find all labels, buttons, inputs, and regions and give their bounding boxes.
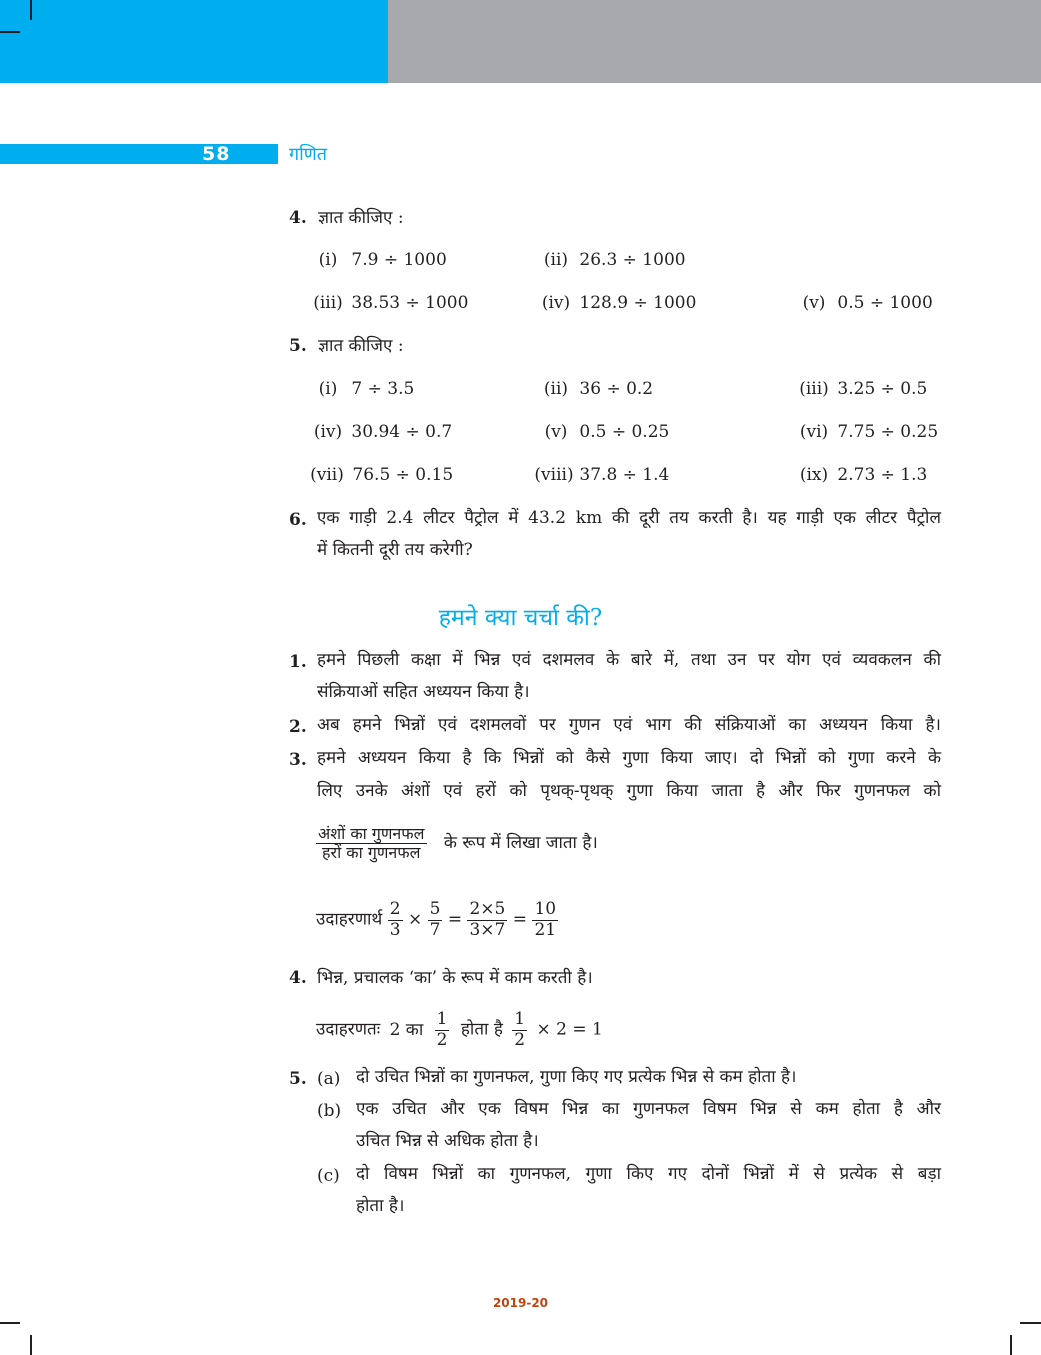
item-expr: 7 ÷ 3.5: [351, 379, 415, 399]
fraction-numerator: 2: [389, 899, 401, 919]
example-equation: [316, 900, 558, 940]
fraction-denominator: 2: [436, 1029, 448, 1050]
item-expr: 3.25 ÷ 0.5: [837, 379, 928, 399]
equals-sign: =: [447, 909, 463, 930]
item-expr: 76.5 ÷ 0.15: [352, 465, 454, 485]
item-label: (vii): [310, 465, 344, 485]
fraction: [388, 900, 403, 940]
point-5b-line-2: उचित भिन्न से अधिक होता है।: [356, 1131, 539, 1151]
question-text: ज्ञात कीजिए :: [318, 336, 404, 356]
page-number: 58: [202, 143, 231, 165]
point-5a-line-1: दो उचित भिन्नों का गुणनफल, गुणा किए गए प्रत्येक भिन्न से कम होता है।: [356, 1067, 797, 1087]
item-label: (ii): [543, 250, 569, 270]
list-item: [796, 295, 933, 312]
fraction: [512, 1010, 527, 1050]
point-2-line-1: अब हमने भिन्नों एवं दशमलवों पर गुणन एवं भाग की संक्रियाओं का अध्ययन किया है।: [317, 715, 941, 735]
fraction-numerator: 1: [436, 1009, 448, 1029]
example-text: होता है: [460, 1019, 503, 1040]
list-item: [538, 424, 669, 441]
item-expr: 37.8 ÷ 1.4: [579, 465, 670, 485]
fraction-numerator: 2×5: [469, 899, 506, 919]
point-number: 1.: [289, 652, 307, 672]
example-label: उदाहरणार्थ: [316, 909, 383, 930]
list-item: [310, 295, 468, 312]
list-item: [538, 295, 696, 312]
question-number: 4.: [289, 208, 307, 228]
item-label: (iii): [799, 379, 829, 399]
sub-label: (b): [317, 1101, 342, 1121]
item-label: (v): [544, 422, 568, 442]
crop-mark: [0, 31, 20, 33]
fraction-numerator: 5: [429, 899, 441, 919]
list-item: [538, 381, 653, 398]
item-label: (iii): [313, 293, 343, 313]
list-item: [796, 467, 927, 484]
equals-sign: =: [512, 909, 528, 930]
question-number: 6.: [289, 510, 307, 530]
point-4-line-1: भिन्न, प्रचालक ‘का’ के रूप में काम करती है।: [317, 968, 593, 988]
list-item: [310, 381, 414, 398]
item-expr: 128.9 ÷ 1000: [579, 293, 697, 313]
fraction-numerator: 1: [514, 1009, 526, 1029]
page-band: [0, 144, 278, 164]
fraction-numerator: 10: [534, 899, 557, 919]
item-expr: 36 ÷ 0.2: [579, 379, 654, 399]
question-6-line-2: में कितनी दूरी तय करेगी?: [317, 540, 473, 560]
fraction: [532, 900, 558, 940]
item-expr: 0.5 ÷ 1000: [837, 293, 933, 313]
question-5-title: [289, 338, 404, 355]
header-grey-bar: [388, 0, 1041, 83]
fraction-denominator: 2: [514, 1029, 526, 1050]
point-5b-line-1: एक उचित और एक विषम भिन्न का गुणनफल विषम भिन्न से कम होता है और: [356, 1099, 941, 1119]
question-number: 5.: [289, 336, 307, 356]
list-item: [796, 424, 938, 441]
fraction-denominator: 3: [389, 919, 401, 940]
item-label: (ii): [543, 379, 569, 399]
sub-label: (a): [317, 1069, 341, 1089]
item-label: (viii): [534, 465, 574, 485]
item-label: (i): [318, 250, 338, 270]
item-label: (iv): [541, 293, 571, 313]
list-item: [307, 467, 453, 484]
point-3-line-1: हमने अध्ययन किया है कि भिन्नों को कैसे गुणा किया जाए। दो भिन्नों को गुणा करने के: [317, 748, 941, 768]
item-label: (i): [318, 379, 338, 399]
sub-label: (c): [317, 1166, 340, 1186]
item-expr: 7.75 ÷ 0.25: [837, 422, 939, 442]
item-expr: 0.5 ÷ 0.25: [579, 422, 670, 442]
fraction-numerator: अंशों का गुणनफल: [318, 824, 425, 843]
list-item: [796, 381, 927, 398]
item-expr: 7.9 ÷ 1000: [351, 250, 447, 270]
subject-title: गणित: [289, 144, 328, 165]
list-item: [534, 467, 669, 484]
fraction-suffix: के रूप में लिखा जाता है।: [443, 833, 598, 854]
item-expr: 38.53 ÷ 1000: [351, 293, 469, 313]
point-4-example: [316, 1010, 603, 1050]
item-label: (vi): [799, 422, 829, 442]
example-label: उदाहरणतः: [316, 1019, 381, 1040]
question-4-title: [289, 210, 404, 227]
fraction: [467, 900, 507, 940]
point-5c-line-2: होता है।: [356, 1196, 405, 1216]
item-label: (iv): [313, 422, 343, 442]
list-item: [310, 424, 452, 441]
fraction-denominator: 21: [534, 919, 557, 940]
fraction: [428, 900, 443, 940]
fraction-denominator: 3×7: [469, 919, 506, 940]
example-text: 2 का: [389, 1019, 424, 1040]
crop-mark: [30, 0, 32, 20]
item-expr: 26.3 ÷ 1000: [579, 250, 686, 270]
word-fraction-line: [316, 825, 598, 863]
example-text: × 2 = 1: [536, 1019, 603, 1040]
word-fraction: [316, 825, 427, 863]
crop-mark: [30, 1335, 32, 1355]
list-item: [538, 252, 686, 269]
point-1-line-2: संक्रियाओं सहित अध्ययन किया है।: [317, 682, 530, 702]
question-6-line-1: एक गाड़ी 2.4 लीटर पैट्रोल में 43.2 km की दूरी तय करती है। यह गाड़ी एक लीटर पैट्रोल: [317, 508, 941, 528]
item-expr: 2.73 ÷ 1.3: [837, 465, 928, 485]
point-number: 2.: [289, 717, 307, 737]
point-number: 4.: [289, 968, 307, 988]
fraction-denominator: 7: [429, 919, 441, 940]
list-item: [310, 252, 447, 269]
item-label: (ix): [799, 465, 829, 485]
crop-mark: [1020, 1322, 1041, 1324]
section-heading: हमने क्या चर्चा की?: [438, 605, 603, 631]
header-blue-bar: [0, 0, 388, 83]
crop-mark: [0, 1322, 20, 1324]
question-text: ज्ञात कीजिए :: [318, 208, 404, 228]
item-expr: 30.94 ÷ 0.7: [351, 422, 453, 442]
point-5c-line-1: दो विषम भिन्नों का गुणनफल, गुणा किए गए दोनों भिन्नों में से प्रत्येक से बड़ा: [356, 1164, 941, 1184]
footer-year: 2019-20: [492, 1296, 549, 1310]
point-number: 5.: [289, 1069, 307, 1089]
point-number: 3.: [289, 750, 307, 770]
fraction-denominator: हरों का गुणनफल: [322, 843, 421, 863]
point-3-line-2: लिए उनके अंशों एवं हरों को पृथक्-पृथक् गुणा किया जाता है और फिर गुणनफल को: [317, 781, 941, 801]
point-1-line-1: हमने पिछली कक्षा में भिन्न एवं दशमलव के बारे में, तथा उन पर योग एवं व्यवकलन की: [317, 650, 941, 670]
fraction: [435, 1010, 450, 1050]
item-label: (v): [802, 293, 826, 313]
times-sign: ×: [407, 909, 423, 930]
crop-mark: [1010, 1335, 1012, 1355]
